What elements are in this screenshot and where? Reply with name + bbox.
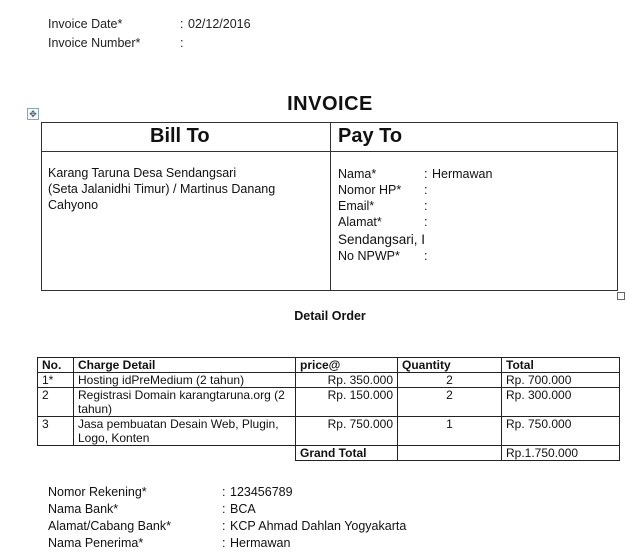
pay-to-label: Email* — [338, 199, 375, 213]
unit-price: Rp. 350.000 — [296, 373, 398, 388]
pay-to-label: Nama* — [338, 167, 377, 181]
grand-total-row — [38, 446, 620, 461]
empty-cell — [38, 446, 74, 461]
pay-to-label: Nomor HP* — [338, 183, 402, 197]
payment-row — [0, 536, 640, 552]
payment-value: KCP Ahmad Dahlan Yogyakarta — [230, 519, 407, 533]
quantity: 1 — [398, 417, 502, 446]
row-number: 1* — [38, 373, 74, 388]
table-row — [38, 388, 620, 417]
table-divider — [330, 123, 331, 290]
table-row — [38, 373, 620, 388]
invoice-date-value: 02/12/2016 — [188, 17, 251, 31]
payment-value: 123456789 — [230, 485, 293, 499]
line-total: Rp. 300.000 — [502, 388, 620, 417]
column-header: price@ — [296, 358, 398, 373]
pay-to-label: Alamat* — [338, 215, 382, 229]
colon: : — [424, 183, 428, 197]
invoice-date-row — [0, 17, 400, 33]
column-header: No. — [38, 358, 74, 373]
payment-label: Nama Penerima* — [48, 536, 144, 550]
invoice-number-label: Invoice Number* — [48, 36, 141, 50]
table-header-row — [38, 358, 620, 373]
bill-to-line: Karang Taruna Desa Sendangsari — [48, 166, 237, 180]
colon: : — [424, 167, 428, 181]
charge-detail: Jasa pembuatan Desain Web, Plugin, Logo, Konten — [74, 417, 296, 446]
payment-label: Nama Bank* — [48, 502, 119, 516]
payment-label: Nomor Rekening* — [48, 485, 147, 499]
bill-pay-table — [41, 122, 618, 291]
pay-to-label: No NPWP* — [338, 249, 400, 263]
row-number: 2 — [38, 388, 74, 417]
table-row — [38, 417, 620, 446]
payment-row — [0, 502, 640, 518]
row-number: 3 — [38, 417, 74, 446]
colon: : — [180, 17, 184, 31]
column-header: Charge Detail — [74, 358, 296, 373]
empty-cell — [398, 446, 502, 461]
detail-order-title: Detail Order — [294, 309, 366, 323]
colon: : — [424, 215, 428, 229]
pay-to-name-value: Hermawan — [432, 167, 493, 181]
bill-to-line: Cahyono — [48, 198, 99, 212]
pay-to-address-line: Sendangsari, I — [338, 232, 426, 247]
payment-label: Alamat/Cabang Bank* — [48, 519, 171, 533]
line-total: Rp. 750.000 — [502, 417, 620, 446]
invoice-date-label: Invoice Date* — [48, 17, 123, 31]
colon: : — [222, 519, 226, 533]
charge-detail: Hosting idPreMedium (2 tahun) — [74, 373, 296, 388]
colon: : — [222, 485, 226, 499]
line-total: Rp. 700.000 — [502, 373, 620, 388]
unit-price: Rp. 150.000 — [296, 388, 398, 417]
order-table — [37, 357, 620, 461]
column-header: Quantity — [398, 358, 502, 373]
grand-total-label: Grand Total — [296, 446, 398, 461]
quantity: 2 — [398, 388, 502, 417]
payment-value: Hermawan — [230, 536, 291, 550]
payment-value: BCA — [230, 502, 256, 516]
colon: : — [222, 502, 226, 516]
invoice-title: INVOICE — [287, 93, 373, 115]
column-header: Total — [502, 358, 620, 373]
invoice-number-row — [0, 36, 400, 52]
quantity: 2 — [398, 373, 502, 388]
pay-to-heading: Pay To — [338, 125, 403, 147]
bill-to-address — [48, 165, 323, 213]
colon: : — [424, 249, 428, 263]
bill-to-heading: Bill To — [150, 125, 210, 147]
table-divider — [42, 151, 617, 152]
empty-cell — [74, 446, 296, 461]
colon: : — [424, 199, 428, 213]
unit-price: Rp. 750.000 — [296, 417, 398, 446]
table-resize-handle[interactable] — [617, 292, 625, 300]
colon: : — [180, 36, 184, 50]
colon: : — [222, 536, 226, 550]
grand-total-value: Rp.1.750.000 — [502, 446, 620, 461]
payment-row — [0, 485, 640, 501]
payment-row — [0, 519, 640, 535]
charge-detail: Registrasi Domain karangtaruna.org (2 tahun) — [74, 388, 296, 417]
table-move-handle-icon[interactable]: ✥ — [27, 108, 39, 120]
bill-to-line: (Seta Jalanidhi Timur) / Martinus Danang — [48, 182, 276, 196]
